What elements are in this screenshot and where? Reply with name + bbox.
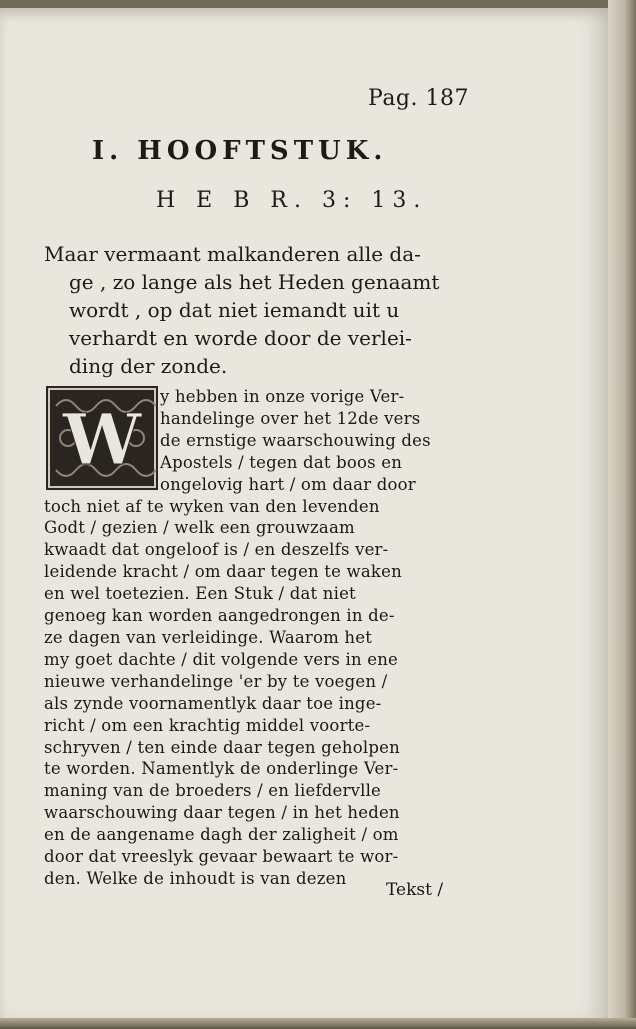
catchword: Tekst / [386, 880, 444, 900]
body-line: toch niet af te wyken van den levenden [44, 496, 380, 516]
body-line: ongelovig hart / om daar door [160, 474, 416, 494]
body-text [44, 386, 468, 890]
verse-line: Maar vermaant malkanderen alle da- [44, 242, 421, 266]
page-number: Pag. 187 [368, 86, 469, 111]
verse-line: ge , zo lange als het Heden genaamt [69, 270, 440, 294]
verse-line: ding der zonde. [69, 354, 228, 378]
chapter-title: I. HOOFTSTUK. [92, 136, 388, 166]
page-edge-bottom [0, 1018, 636, 1029]
body-line: waarschouwing daar tegen / in het heden [44, 803, 400, 823]
body-line: ze dagen van verleidinge. Waarom het [44, 627, 373, 647]
body-line: en de aangename dagh der zaligheit / om [44, 825, 399, 845]
body-line: maning van de broeders / en liefdervlle [44, 781, 382, 801]
verse-text [44, 240, 468, 380]
verse-line: wordt , op dat niet iemandt uit u [69, 298, 400, 322]
body-line: door dat vreeslyk gevaar bewaart te wor- [44, 847, 399, 867]
body-line: schryven / ten einde daar tegen geholpen [44, 737, 400, 757]
body-line: Apostels / tegen dat boos en [160, 452, 403, 472]
initial-letter: W [62, 398, 142, 481]
page-edge-right [608, 0, 636, 1029]
body-line: kwaadt dat ongeloof is / en deszelfs ver- [44, 540, 389, 560]
body-line: handelinge over het 12de vers [160, 408, 421, 428]
body-line: te worden. Namentlyk de onderlinge Ver- [44, 759, 399, 779]
body-line: richt / om een krachtig middel voorte- [44, 715, 371, 735]
body-line: nieuwe verhandelinge 'er by te voegen / [44, 671, 388, 691]
body-line: genoeg kan worden aangedrongen in de- [44, 606, 395, 626]
verse-line: verhardt en worde door de verlei- [69, 326, 412, 350]
body-line: de ernstige waarschouwing des [160, 430, 431, 450]
body-line: als zynde voornamentlyk daar toe inge- [44, 693, 382, 713]
body-line: en wel toetezien. Een Stuk / dat niet [44, 584, 356, 604]
body-line: leidende kracht / om daar tegen te waken [44, 562, 402, 582]
body-line: y hebben in onze vorige Ver- [160, 387, 405, 406]
body-line: den. Welke de inhoudt is van dezen [44, 868, 347, 888]
scripture-reference: H E B R. 3: 13. [156, 188, 428, 213]
body-line: my goet dachte / dit volgende vers in ene [44, 649, 399, 669]
body-line: Godt / gezien / welk een grouwzaam [44, 518, 355, 538]
